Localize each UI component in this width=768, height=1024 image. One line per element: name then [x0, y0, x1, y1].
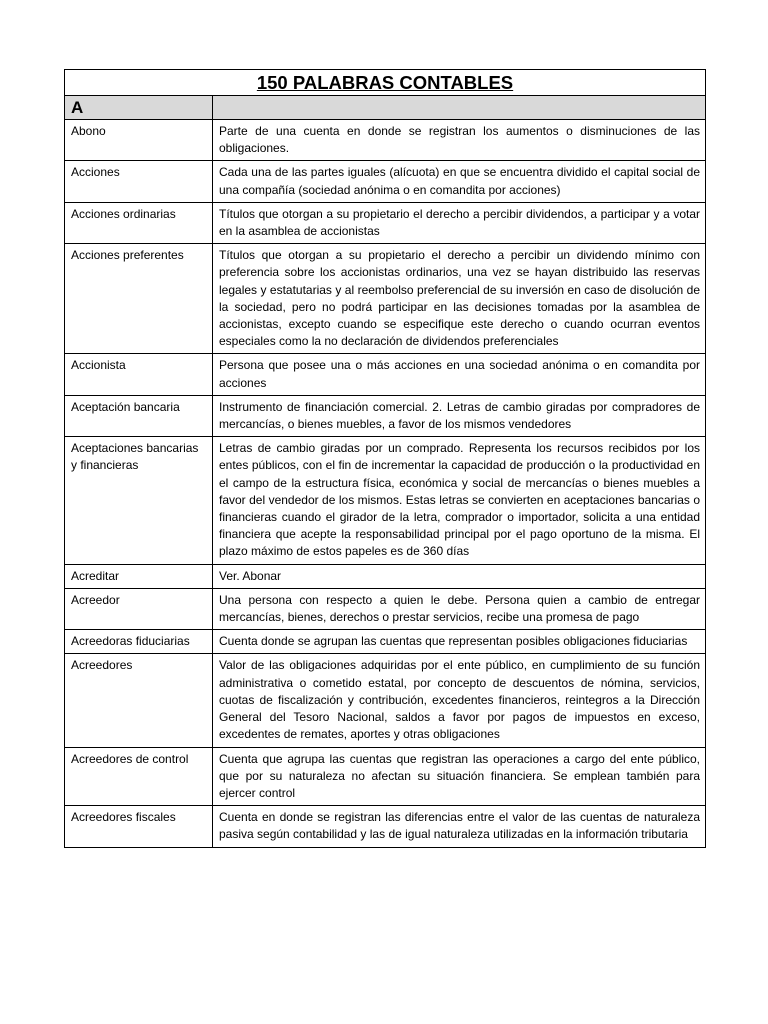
glossary-definition: Cuenta que agrupa las cuentas que registran las operaciones a cargo del ente público, que por su naturaleza no afectan su situación financiera. Se emplean también para ejercer control [213, 747, 706, 806]
glossary-term: Acreedores de control [65, 747, 213, 806]
glossary-term: Acreedor [65, 588, 213, 629]
glossary-definition: Cuenta en donde se registran las diferencias entre el valor de las cuentas de naturaleza pasiva según contabilidad y las de igual naturaleza utilizadas en la información tributaria [213, 806, 706, 847]
glossary-row [65, 244, 706, 354]
section-letter-blank [213, 96, 706, 120]
glossary-definition: Valor de las obligaciones adquiridas por el ente público, en cumplimiento de su función administrativa o cometido estatal, por concepto de descuentos de nómina, servicios, cuotas de fiscalización y contribución, excedentes financieros, reintegros a la Dirección General del Tesoro Nacional, saldos a favor por pagos de impuestos en exceso, excedentes de remates, aportes y otras obligaciones [213, 654, 706, 747]
glossary-term: Acreditar [65, 564, 213, 588]
glossary-definition: Persona que posee una o más acciones en una sociedad anónima o en comandita por acciones [213, 354, 706, 395]
glossary-definition: Una persona con respecto a quien le debe. Persona quien a cambio de entregar mercancías, bienes, derechos o prestar servicios, recibe una promesa de pago [213, 588, 706, 629]
glossary-row [65, 806, 706, 847]
title-cell [65, 70, 706, 96]
glossary-term: Acreedores [65, 654, 213, 747]
glossary-term: Acciones preferentes [65, 244, 213, 354]
glossary-row [65, 747, 706, 806]
glossary-row [65, 202, 706, 243]
glossary-term: Acciones [65, 161, 213, 202]
glossary-definition: Cuenta donde se agrupan las cuentas que representan posibles obligaciones fiduciarias [213, 630, 706, 654]
glossary-definition: Letras de cambio giradas por un comprado. Representa los recursos recibidos por los entes públicos, con el fin de incrementar la capacidad de producción o la productividad en el campo de la estructura física, económica y social de mercancías o bienes muebles a favor del vendedor de los mismos. Estas letras se convierten en aceptaciones bancarias o financieras cuando el girador de la letra, comprador o importador, solicita a una entidad financiera que acepte la responsabilidad principal por el pago oportuno de la misma. El plazo máximo de estos papeles es de 360 días [213, 437, 706, 564]
glossary-term: Aceptaciones bancarias y financieras [65, 437, 213, 564]
glossary-row [65, 588, 706, 629]
glossary-row [65, 395, 706, 436]
glossary-row [65, 354, 706, 395]
page-title: 150 PALABRAS CONTABLES [256, 72, 514, 93]
glossary-definition: Títulos que otorgan a su propietario el derecho a percibir un dividendo mínimo con preferencia sobre los accionistas ordinarios, una vez se hayan distribuido las reservas legales y estatutarias y al reembolso preferencial de su inversión en caso de disolución de la sociedad, pero no podrá participar en las decisiones tomadas por la asamblea de accionistas, excepto cuando se especifique este derecho o cuando ocurran eventos especiales como la no declaración de dividendos preferenciales [213, 244, 706, 354]
glossary-row [65, 564, 706, 588]
glossary-term: Aceptación bancaria [65, 395, 213, 436]
glossary-term: Acreedoras fiduciarias [65, 630, 213, 654]
glossary-definition: Parte de una cuenta en donde se registran los aumentos o disminuciones de las obligaciones. [213, 120, 706, 161]
glossary-row [65, 654, 706, 747]
glossary-term: Acreedores fiscales [65, 806, 213, 847]
title-row [65, 70, 706, 96]
glossary-definition: Títulos que otorgan a su propietario el derecho a percibir dividendos, a participar y a votar en la asamblea de accionistas [213, 202, 706, 243]
glossary-definition: Ver. Abonar [213, 564, 706, 588]
glossary-row [65, 630, 706, 654]
glossary-definition: Instrumento de financiación comercial. 2. Letras de cambio giradas por compradores de mercancías, o bienes muebles, a favor de los mismos vendedores [213, 395, 706, 436]
glossary-term: Accionista [65, 354, 213, 395]
glossary-term: Abono [65, 120, 213, 161]
glossary-row [65, 437, 706, 564]
section-letter-row [65, 96, 706, 120]
glossary-term: Acciones ordinarias [65, 202, 213, 243]
glossary-table [64, 69, 706, 848]
glossary-row [65, 161, 706, 202]
glossary-row [65, 120, 706, 161]
section-letter: A [65, 96, 213, 120]
glossary-definition: Cada una de las partes iguales (alícuota) en que se encuentra dividido el capital social de una compañía (sociedad anónima o en comandita por acciones) [213, 161, 706, 202]
